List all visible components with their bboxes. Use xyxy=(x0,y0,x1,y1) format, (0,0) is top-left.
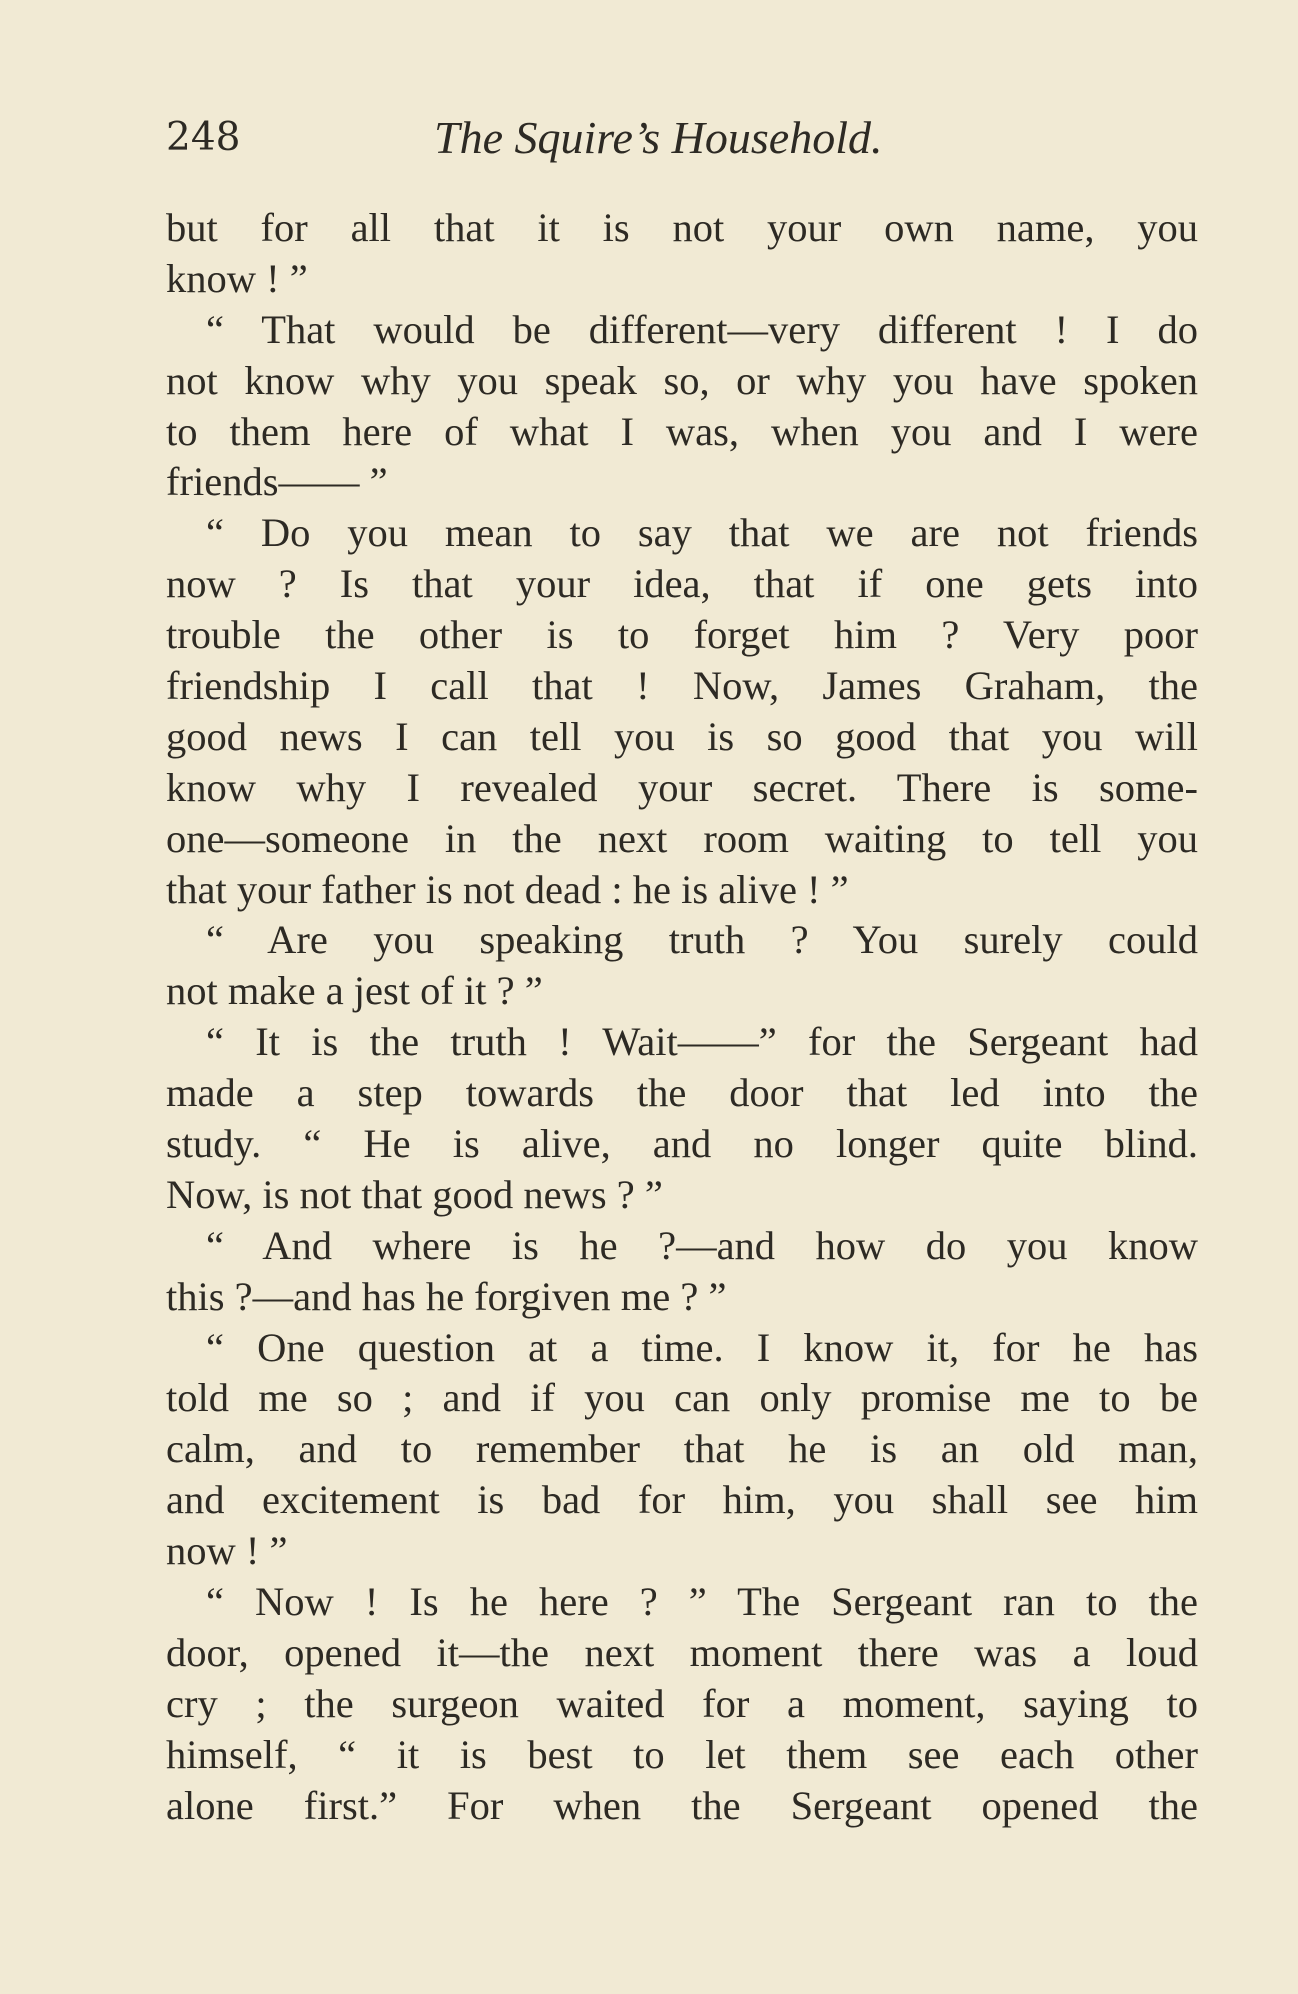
text-line: friends—— ” xyxy=(166,459,388,505)
text-line: told me so ; and if you can only promise me to be xyxy=(166,1375,1198,1421)
text-line: good news I can tell you is so good that you will xyxy=(166,713,1198,759)
text-line: but for all that it is not your own name, you xyxy=(166,205,1198,250)
text-line: calm, and to remember that he is an old man, xyxy=(166,1426,1198,1472)
text-line: door, opened it—the next moment there was a loud xyxy=(166,1629,1198,1675)
text-line: “ Are you speaking truth ? You surely could xyxy=(206,917,1198,963)
text-line: and excitement is bad for him, you shall see him xyxy=(166,1477,1198,1523)
page-number: 248 xyxy=(166,115,241,160)
text-line: one—someone in the next room waiting to tell you xyxy=(166,815,1198,861)
text-line: that your father is not dead : he is alive ! ” xyxy=(166,866,849,912)
text-line: “ That would be different—very different ! I do xyxy=(206,306,1198,352)
running-title: The Squire’s Household. xyxy=(434,112,883,163)
text-line: “ Do you mean to say that we are not friends xyxy=(206,510,1198,556)
text-line: “ Now ! Is he here ? ” The Sergeant ran to the xyxy=(206,1579,1198,1625)
text-line: to them here of what I was, when you and I were xyxy=(166,408,1198,454)
text-line: not make a jest of it ? ” xyxy=(166,968,543,1014)
text-line: know ! ” xyxy=(166,255,308,301)
text-line: know why I revealed your secret. There is some- xyxy=(166,764,1198,810)
text-line: this ?—and has he forgiven me ? ” xyxy=(166,1273,727,1319)
text-line: trouble the other is to forget him ? Very poor xyxy=(166,612,1198,658)
text-line: now ! ” xyxy=(166,1528,288,1574)
text-line: “ And where is he ?—and how do you know xyxy=(206,1222,1198,1268)
text-line: study. “ He is alive, and no longer quite blind. xyxy=(166,1121,1198,1167)
text-line: not know why you speak so, or why you have spoken xyxy=(166,357,1198,403)
text-line: “ It is the truth ! Wait——” for the Sergeant had xyxy=(206,1019,1198,1065)
text-line: alone first.” For when the Sergeant opened the xyxy=(166,1782,1198,1828)
text-line: made a step towards the door that led into the xyxy=(166,1070,1198,1116)
text-line: now ? Is that your idea, that if one gets into xyxy=(166,561,1198,607)
text-line: himself, “ it is best to let them see each other xyxy=(166,1731,1198,1777)
text-line: friendship I call that ! Now, James Graham, the xyxy=(166,663,1198,709)
body-text xyxy=(166,203,1198,1832)
text-line: “ One question at a time. I know it, for he has xyxy=(206,1324,1198,1370)
text-line: Now, is not that good news ? ” xyxy=(166,1171,663,1217)
text-line: cry ; the surgeon waited for a moment, saying to xyxy=(166,1680,1198,1726)
